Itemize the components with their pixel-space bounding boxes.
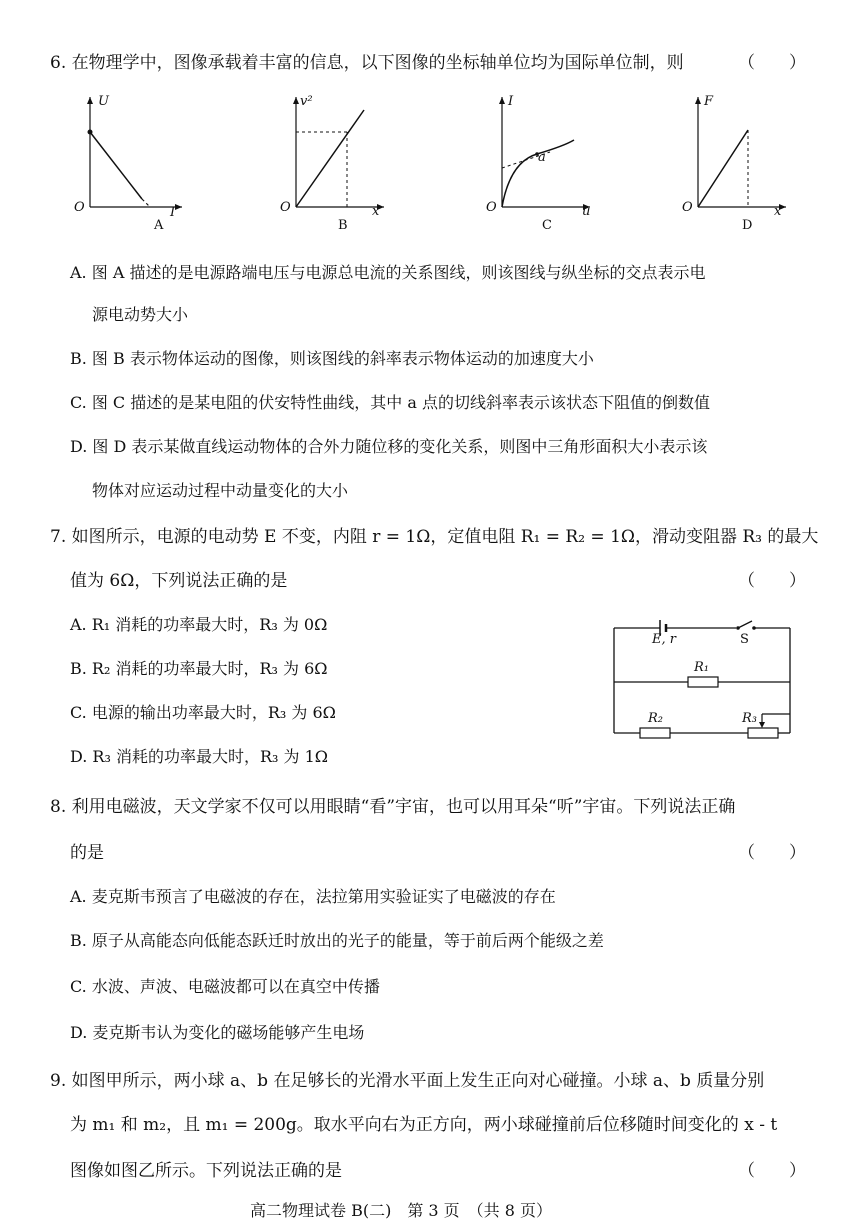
graph-b-x-label: x	[372, 204, 380, 219]
graph-d-origin: O	[682, 200, 693, 215]
circuit-diagram	[612, 620, 802, 745]
q6-answer-paren: （ ）	[738, 53, 806, 73]
graph-a-x-label: I	[170, 205, 176, 220]
graph-d-x-label: x	[774, 204, 782, 219]
circuit-battery-label: E, r	[652, 632, 676, 647]
page-footer: 高二物理试卷 B(二) 第 3 页 （共 8 页）	[250, 1201, 553, 1220]
q9-answer-paren: （ ）	[738, 1161, 806, 1181]
q7-option-d: D. R₃ 消耗的功率最大时，R₃ 为 1Ω	[70, 747, 329, 766]
circuit-r2-label: R₂	[648, 711, 663, 726]
q6-option-c: C. 图 C 描述的是某电阻的伏安特性曲线，其中 a 点的切线斜率表示该状态下阻值的倒数值	[70, 393, 710, 412]
q9-line1: 9. 如图甲所示，两小球 a、b 在足够长的光滑水平面上发生正向对心碰撞。小球 a、b 质量分别	[50, 1071, 765, 1091]
q8-option-b: B. 原子从高能态向低能态跃迁时放出的光子的能量，等于前后两个能级之差	[70, 931, 604, 950]
q7-answer-paren: （ ）	[738, 571, 806, 591]
graph-a	[70, 92, 210, 232]
circuit-switch-label: S	[740, 632, 749, 647]
q8-answer-paren: （ ）	[738, 843, 806, 863]
graph-d-y-label: F	[704, 94, 714, 109]
circuit-r3-label: R₃	[742, 711, 757, 726]
q8-option-d: D. 麦克斯韦认为变化的磁场能够产生电场	[70, 1023, 365, 1042]
q7-option-b: B. R₂ 消耗的功率最大时，R₃ 为 6Ω	[70, 659, 328, 678]
circuit-svg	[612, 620, 802, 745]
graph-b-caption: B	[338, 218, 348, 233]
graph-a-y-label: U	[98, 94, 109, 109]
q7-option-a: A. R₁ 消耗的功率最大时，R₃ 为 0Ω	[70, 615, 328, 634]
graph-c-caption: C	[542, 218, 552, 233]
graph-a-origin: O	[74, 200, 85, 215]
graph-b-origin: O	[280, 200, 291, 215]
graph-c-origin: O	[486, 200, 497, 215]
q8-stem-line1: 8. 利用电磁波，天文学家不仅可以用眼睛“看”宇宙，也可以用耳朵“听”宇宙。下列说法正确	[50, 797, 736, 817]
q6-option-d-cont: 物体对应运动过程中动量变化的大小	[92, 481, 349, 500]
q6-option-b: B. 图 B 表示物体运动的图像，则该图线的斜率表示物体运动的加速度大小	[70, 349, 594, 368]
q9-line3: 图像如图乙所示。下列说法正确的是	[70, 1161, 342, 1181]
graph-d-svg	[678, 92, 818, 232]
q8-stem-line2: 的是	[70, 843, 104, 863]
graph-c-x-label: u	[582, 204, 591, 219]
circuit-r1-label: R₁	[694, 660, 709, 675]
graph-c-svg	[482, 92, 622, 232]
graph-b-y-label: v²	[300, 94, 313, 109]
q6-option-a-cont: 源电动势大小	[92, 305, 189, 324]
q6-stem: 6. 在物理学中，图像承载着丰富的信息，以下图像的坐标轴单位均为国际单位制，则	[50, 53, 684, 73]
q6-option-d: D. 图 D 表示某做直线运动物体的合外力随位移的变化关系，则图中三角形面积大小表示该	[70, 437, 708, 456]
graph-a-svg	[70, 92, 210, 232]
q7-option-c: C. 电源的输出功率最大时，R₃ 为 6Ω	[70, 703, 336, 722]
graph-c	[482, 92, 622, 232]
q7-stem-line1: 7. 如图所示，电源的电动势 E 不变，内阻 r = 1Ω，定值电阻 R₁ = R₂ = 1Ω，滑动变阻器 R₃ 的最大	[50, 527, 819, 547]
q8-option-a: A. 麦克斯韦预言了电磁波的存在，法拉第用实验证实了电磁波的存在	[70, 887, 556, 906]
graph-b-svg	[276, 92, 416, 232]
graph-d	[678, 92, 818, 232]
q8-option-c: C. 水波、声波、电磁波都可以在真空中传播	[70, 977, 380, 996]
graph-a-caption: A	[154, 218, 164, 233]
q9-line2: 为 m₁ 和 m₂，且 m₁ = 200g。取水平向右为正方向，两小球碰撞前后位移随时间变化的 x - t	[70, 1115, 778, 1135]
graph-d-caption: D	[742, 218, 753, 233]
q7-stem-line2: 值为 6Ω，下列说法正确的是	[70, 571, 288, 591]
q6-option-a: A. 图 A 描述的是电源路端电压与电源总电流的关系图线，则该图线与纵坐标的交点表示电	[70, 263, 706, 282]
graph-c-y-label: I	[508, 94, 514, 109]
graph-c-point-a: a	[538, 150, 546, 165]
graph-b	[276, 92, 416, 232]
